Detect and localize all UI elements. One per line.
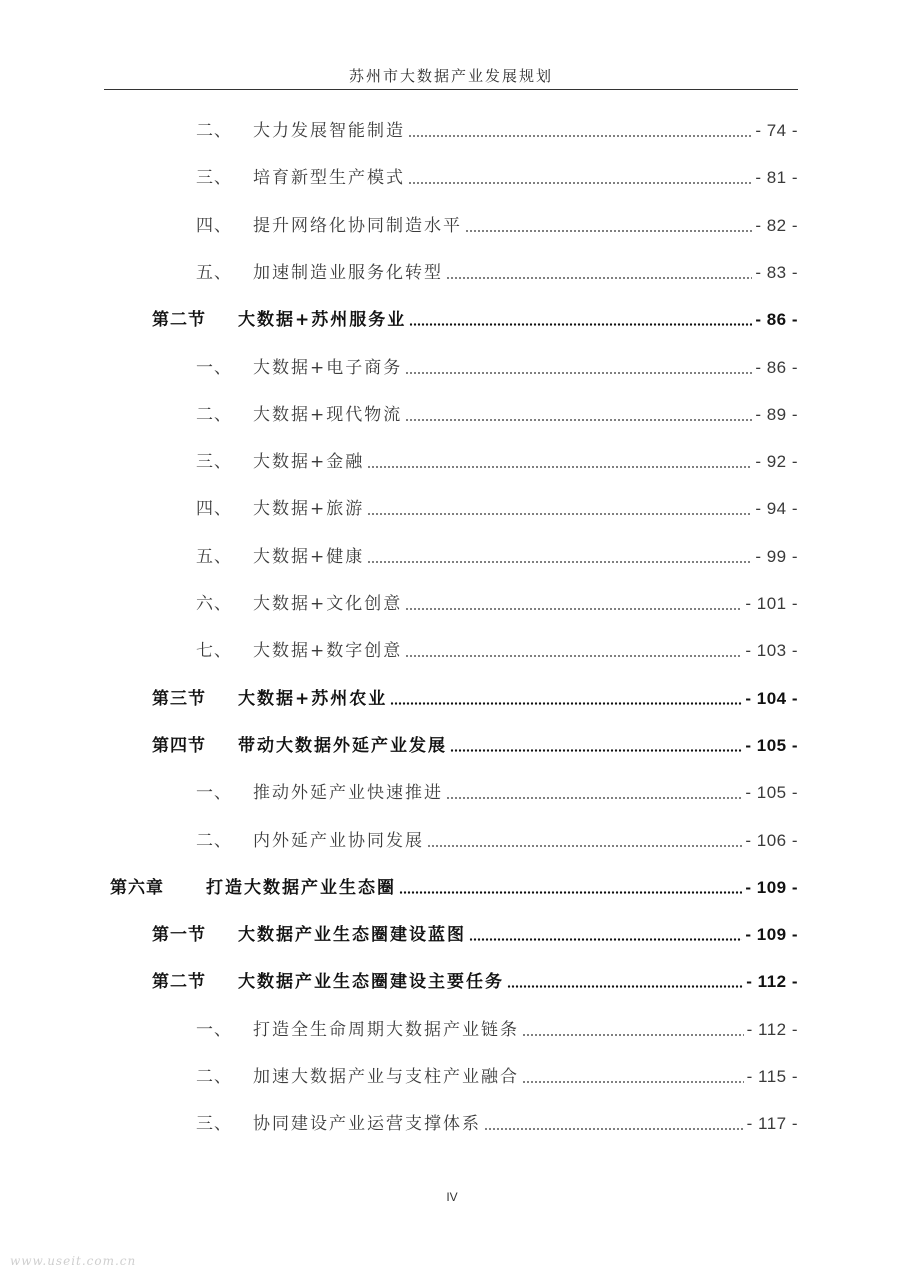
toc-dot-leader	[522, 1081, 744, 1083]
toc-dot-leader	[446, 277, 752, 279]
toc-entry-title: 打造大数据产业生态圈	[206, 877, 396, 898]
toc-dot-leader	[399, 891, 742, 894]
toc-entry-number: 二、	[196, 121, 232, 141]
toc-dot-leader	[367, 561, 752, 563]
toc-entry-page: - 86 -	[755, 357, 798, 377]
toc-entry-number: 二、	[196, 830, 232, 851]
toc-entry-item[interactable]	[196, 638, 798, 662]
toc-entry-item[interactable]	[196, 780, 798, 804]
toc-dot-leader	[367, 513, 752, 515]
toc-dot-leader	[522, 1034, 744, 1036]
toc-entry-item[interactable]	[196, 402, 798, 426]
toc-entry-item[interactable]	[196, 1017, 798, 1041]
toc-dot-leader	[408, 182, 752, 184]
page-number: IV	[446, 1190, 458, 1204]
toc-entry-item[interactable]	[196, 449, 798, 473]
toc-entry-section[interactable]	[152, 733, 798, 757]
toc-entry-item[interactable]	[196, 828, 798, 852]
toc-entry-number: 第三节	[152, 688, 206, 709]
toc-entry-item[interactable]	[196, 260, 798, 284]
toc-entry-number: 三、	[196, 168, 232, 189]
toc-entry-page: - 112 -	[746, 972, 798, 992]
toc-entry-page: - 94 -	[755, 499, 798, 519]
toc-entry-item[interactable]	[196, 544, 798, 568]
toc-entry-title: 打造全生命周期大数据产业链条	[253, 1019, 519, 1040]
toc-entry-number: 五、	[196, 262, 232, 283]
toc-entry-page: - 103 -	[745, 641, 798, 661]
toc-entry-chapter[interactable]	[110, 875, 798, 899]
toc-entry-title: 大数据+苏州服务业	[238, 310, 407, 331]
toc-entry-number: 第六章	[110, 877, 164, 898]
toc-dot-leader	[390, 702, 742, 705]
toc-dot-leader	[450, 749, 742, 752]
toc-entry-title: 大数据+现代物流	[253, 404, 403, 425]
toc-entry-page: - 74 -	[755, 121, 798, 140]
toc-dot-leader	[507, 985, 743, 988]
toc-dot-leader	[484, 1128, 744, 1130]
toc-entry-number: 第二节	[152, 310, 206, 331]
toc-entry-page: - 117 -	[746, 1114, 798, 1134]
toc-entry-number: 六、	[196, 594, 232, 614]
toc-entry-section[interactable]	[152, 686, 798, 710]
toc-entry-item[interactable]	[196, 118, 798, 142]
toc-entry-section[interactable]	[152, 307, 798, 331]
header-divider	[104, 89, 798, 90]
toc-entry-title: 大力发展智能制造	[253, 121, 405, 141]
toc-entry-page: - 109 -	[745, 925, 798, 945]
toc-entry-item[interactable]	[196, 355, 798, 379]
toc-entry-item[interactable]	[196, 591, 798, 615]
toc-entry-title: 大数据产业生态圈建设主要任务	[238, 972, 504, 993]
toc-entry-item[interactable]	[196, 1064, 798, 1088]
toc-entry-page: - 82 -	[755, 215, 798, 235]
toc-dot-leader	[405, 372, 752, 374]
toc-entry-title: 大数据产业生态圈建设蓝图	[238, 925, 466, 946]
toc-entry-title: 大数据+健康	[253, 546, 365, 567]
toc-entry-title: 推动外延产业快速推进	[253, 783, 443, 804]
toc-entry-number: 七、	[196, 641, 232, 662]
toc-entry-number: 四、	[196, 499, 232, 520]
toc-entry-title: 内外延产业协同发展	[253, 830, 424, 851]
toc-entry-item[interactable]	[196, 1111, 798, 1135]
toc-entry-number: 二、	[196, 404, 232, 425]
toc-entry-page: - 109 -	[745, 877, 798, 897]
running-header-title: 苏州市大数据产业发展规划	[348, 67, 553, 85]
toc-entry-title: 大数据+金融	[253, 452, 365, 473]
toc-entry-number: 三、	[196, 1114, 232, 1135]
toc-entry-number: 四、	[196, 215, 232, 236]
toc-entry-title: 大数据+数字创意	[253, 641, 403, 662]
toc-entry-page: - 105 -	[745, 783, 798, 803]
toc-entry-title: 协同建设产业运营支撑体系	[253, 1114, 481, 1135]
toc-entry-page: - 106 -	[745, 830, 798, 850]
toc-entry-number: 第一节	[152, 925, 206, 946]
toc-entry-page: - 86 -	[755, 310, 798, 330]
toc-dot-leader	[465, 230, 752, 232]
toc-entry-page: - 89 -	[755, 404, 798, 424]
toc-entry-title: 培育新型生产模式	[253, 168, 405, 189]
toc-dot-leader	[408, 135, 752, 137]
toc-entry-page: - 99 -	[755, 546, 798, 566]
toc-entry-page: - 104 -	[745, 688, 798, 708]
toc-entry-item[interactable]	[196, 165, 798, 189]
toc-entry-section[interactable]	[152, 969, 798, 993]
toc-entry-page: - 101 -	[745, 594, 798, 613]
toc-entry-title: 大数据+苏州农业	[238, 688, 388, 709]
toc-dot-leader	[405, 655, 742, 657]
toc-entry-number: 一、	[196, 1019, 232, 1040]
toc-entry-number: 一、	[196, 357, 232, 378]
toc-entry-title: 提升网络化协同制造水平	[253, 215, 462, 236]
toc-entry-title: 带动大数据外延产业发展	[238, 735, 447, 756]
toc-entry-number: 第四节	[152, 735, 206, 756]
toc-entry-title: 大数据+旅游	[253, 499, 365, 520]
toc-entry-page: - 105 -	[745, 735, 798, 755]
toc-entry-title: 大数据+电子商务	[253, 357, 403, 378]
toc-dot-leader	[405, 419, 752, 421]
toc-entry-item[interactable]	[196, 213, 798, 237]
toc-dot-leader	[405, 608, 742, 610]
watermark: www.useit.com.cn	[10, 1254, 137, 1268]
toc-entry-number: 第二节	[152, 972, 206, 993]
toc-dot-leader	[469, 938, 742, 941]
toc-dot-leader	[367, 466, 752, 468]
toc-entry-title: 加速制造业服务化转型	[253, 262, 443, 283]
toc-entry-title: 大数据+文化创意	[253, 594, 403, 614]
toc-entry-page: - 83 -	[755, 262, 798, 282]
toc-entry-number: 二、	[196, 1067, 232, 1087]
toc-entry-page: - 115 -	[746, 1067, 798, 1086]
toc-entry-item[interactable]	[196, 496, 798, 520]
toc-entry-page: - 112 -	[746, 1019, 798, 1039]
toc-entry-title: 加速大数据产业与支柱产业融合	[253, 1067, 519, 1087]
toc-dot-leader	[446, 797, 742, 799]
toc-entry-page: - 81 -	[755, 168, 798, 188]
toc-entry-number: 三、	[196, 452, 232, 473]
toc-entry-page: - 92 -	[755, 452, 798, 472]
toc-dot-leader	[427, 845, 742, 847]
toc-entry-section[interactable]	[152, 922, 798, 946]
toc-entry-number: 一、	[196, 783, 232, 804]
toc-entry-number: 五、	[196, 546, 232, 567]
toc-dot-leader	[409, 323, 752, 326]
